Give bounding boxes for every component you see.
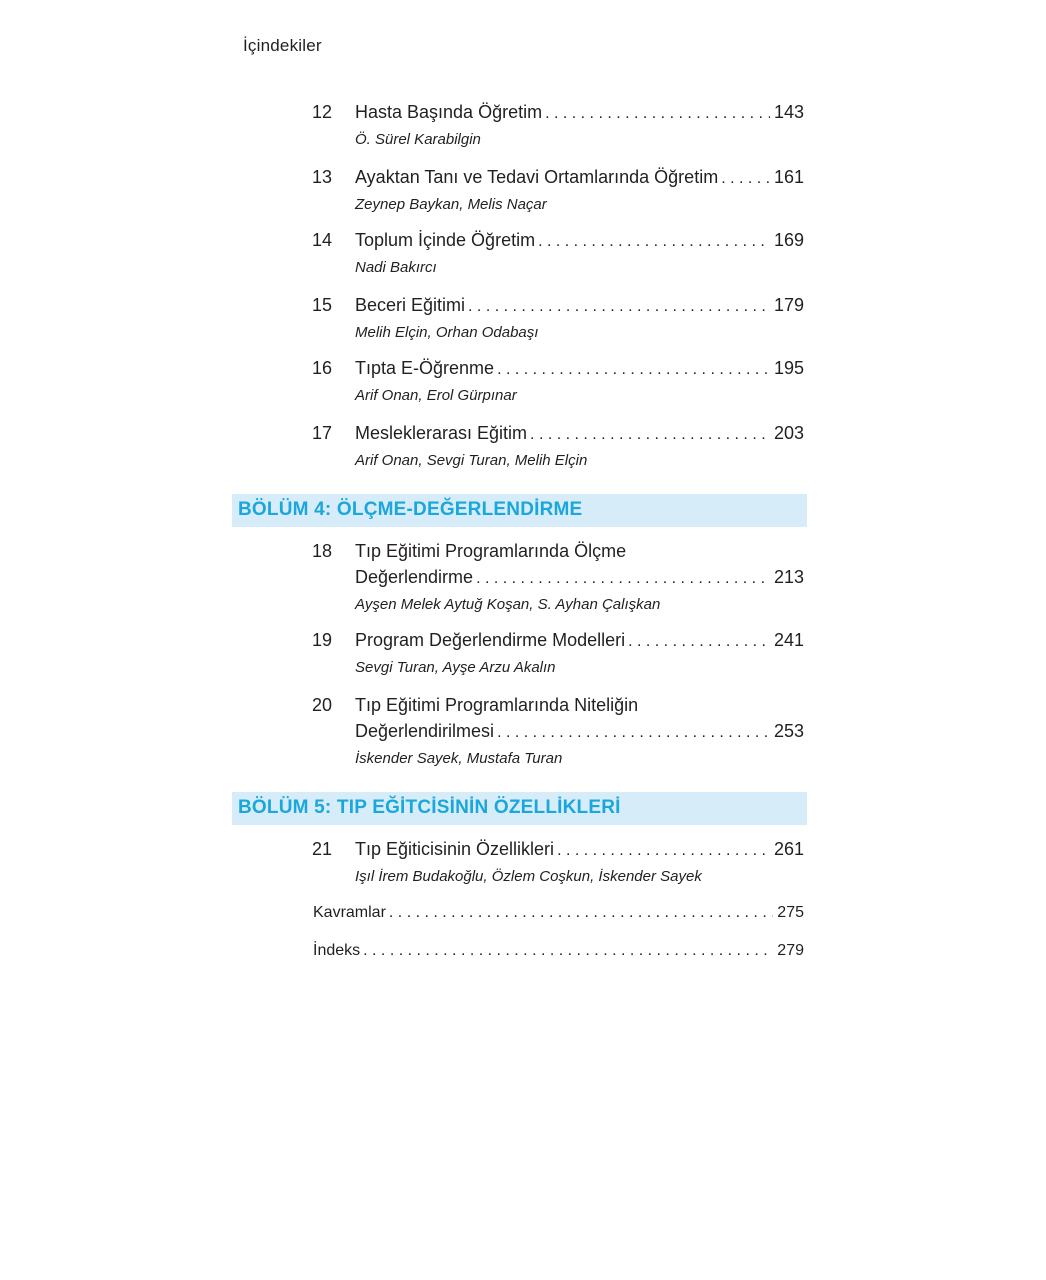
chapter-number: 16: [312, 358, 333, 378]
page-number: 279: [777, 942, 804, 959]
chapter-number: 14: [312, 230, 333, 250]
page-number: 213: [773, 567, 804, 587]
leader-dots: [721, 166, 770, 192]
backmatter-title: Kavramlar: [313, 904, 386, 921]
leader-dots: [363, 938, 773, 964]
page-number: 195: [773, 358, 804, 378]
toc-entry-kavramlar[interactable]: [313, 900, 804, 926]
chapter-title: Hasta Başında Öğretim: [355, 102, 543, 122]
leader-dots: [389, 900, 773, 926]
leader-dots: [497, 357, 770, 383]
chapter-authors: İskender Sayek, Mustafa Turan: [355, 750, 563, 767]
chapter-authors: Sevgi Turan, Ayşe Arzu Akalın: [355, 659, 556, 676]
section-heading-5[interactable]: [232, 792, 807, 825]
leader-dots: [497, 720, 770, 746]
running-head: İçindekiler: [243, 36, 322, 55]
leader-dots: [557, 838, 770, 864]
chapter-title: Beceri Eğitimi: [355, 295, 466, 315]
page-number: 241: [773, 630, 804, 650]
chapter-number: 19: [312, 630, 333, 650]
chapter-title: Toplum İçinde Öğretim: [355, 230, 536, 250]
leader-dots: [468, 294, 770, 320]
chapter-number: 12: [312, 102, 333, 122]
chapter-title: Tıp Eğiticisinin Özellikleri: [355, 839, 555, 859]
chapter-title: Tıpta E-Öğrenme: [355, 358, 495, 378]
page-number: 179: [773, 295, 804, 315]
chapter-number: 18: [312, 541, 333, 561]
chapter-title: Program Değerlendirme Modelleri: [355, 630, 626, 650]
chapter-title: Ayaktan Tanı ve Tedavi Ortamlarında Öğretim: [355, 167, 719, 187]
chapter-title-line1: Tıp Eğitimi Programlarında Niteliğin: [355, 695, 639, 715]
chapter-number: 15: [312, 295, 333, 315]
page-number: 203: [773, 423, 804, 443]
chapter-authors: Melih Elçin, Orhan Odabaşı: [355, 324, 539, 341]
chapter-authors: Işıl İrem Budakoğlu, Özlem Coşkun, İskender Sayek: [355, 868, 702, 885]
section-heading-label: BÖLÜM 5: TIP EĞİTCİSİNİN ÖZELLİKLERİ: [238, 797, 621, 818]
leader-dots: [628, 629, 770, 655]
chapter-authors: Arif Onan, Sevgi Turan, Melih Elçin: [355, 452, 588, 469]
page-number: 253: [773, 721, 804, 741]
leader-dots: [530, 422, 770, 448]
chapter-title: Mesleklerarası Eğitim: [355, 423, 528, 443]
chapter-title-line1: Tıp Eğitimi Programlarında Ölçme: [355, 541, 627, 561]
page-number: 275: [777, 904, 804, 921]
chapter-authors: Arif Onan, Erol Gürpınar: [355, 387, 517, 404]
leader-dots: [545, 101, 770, 127]
leader-dots: [476, 566, 770, 592]
chapter-authors: Nadi Bakırcı: [355, 259, 437, 276]
chapter-title-line2: Değerlendirme: [355, 567, 474, 587]
page-number: 169: [773, 230, 804, 250]
section-heading-label: BÖLÜM 4: ÖLÇME-DEĞERLENDİRME: [238, 499, 583, 520]
chapter-authors: Ayşen Melek Aytuğ Koşan, S. Ayhan Çalışkan: [355, 596, 661, 613]
page-number: 143: [773, 102, 804, 122]
chapter-number: 21: [312, 839, 333, 859]
backmatter-title: İndeks: [313, 942, 361, 959]
chapter-number: 17: [312, 423, 333, 443]
chapter-number: 20: [312, 695, 333, 715]
leader-dots: [538, 229, 770, 255]
chapter-title-line2: Değerlendirilmesi: [355, 721, 495, 741]
page-number: 161: [773, 167, 804, 187]
toc-entry-indeks[interactable]: [313, 938, 804, 964]
chapter-authors: Ö. Sürel Karabilgin: [355, 131, 481, 148]
chapter-authors: Zeynep Baykan, Melis Naçar: [355, 196, 547, 213]
section-heading-4[interactable]: [232, 494, 807, 527]
page-number: 261: [773, 839, 804, 859]
chapter-number: 13: [312, 167, 333, 187]
